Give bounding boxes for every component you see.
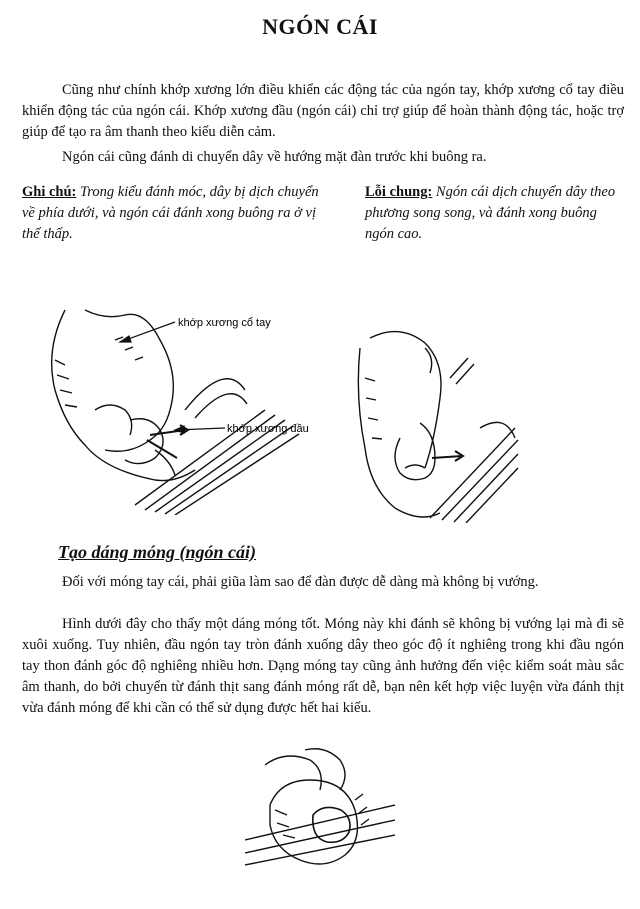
section-paragraph-2: Hình dưới đây cho thấy một dáng móng tốt. Móng này khi đánh sẽ không bị vướng lại mà đi sẽ xuôi xuống. Tuy nhiên, đầu ngón tay tròn đánh xuống dây theo góc độ ít nghiêng trong khi đầu ngón tay thon đánh góc độ nghiêng nhiều hơn. Dạng móng tay cũng ảnh hưởng đến việc kiểm soát màu sắc âm thanh, do bởi chuyển từ đánh thịt sang đánh móng rất dễ, bạn nên kết hợp việc luyện vừa đánh thịt vừa đánh móng để khi cần có thể sử dụng được hết hai kiểu. — [22, 616, 624, 716]
page-title: NGÓN CÁI — [262, 14, 378, 39]
note-right-text: Ngón cái dịch chuyển dây theo phương song song, và đánh xong buông ngón cao. — [365, 184, 616, 242]
note-right — [365, 182, 627, 245]
thumbnail-shape-illustration — [245, 745, 395, 880]
section-paragraph-1: Đối với móng tay cái, phải giũa làm sao để đàn được dễ dàng mà không bị vướng. — [62, 574, 539, 590]
common-error-illustration — [350, 318, 520, 523]
note-left — [22, 182, 322, 245]
note-right-label: Lỗi chung: — [365, 184, 433, 200]
callout-wrist-joint: khớp xương cổ tay — [178, 317, 271, 329]
thumb-stroke-illustration — [35, 300, 335, 515]
section-heading: Tạo dáng móng (ngón cái) — [58, 542, 257, 562]
note-left-label: Ghi chú: — [22, 184, 77, 200]
callout-tip-joint: khớp xương đầu — [227, 423, 309, 435]
note-left-text: Trong kiểu đánh móc, dây bị dịch chuyển về phía dưới, và ngón cái đánh xong buông ra ở vị thế thấp. — [22, 184, 319, 242]
intro-paragraph-1: Cũng như chính khớp xương lớn điều khiển các động tác của ngón tay, khớp xương cổ tay điều khiển động tác của ngón cái. Khớp xương đầu (ngón cái) chỉ trợ giúp để hoàn thành động tác, hoặc trợ giúp để tạo ra âm thanh theo kiểu diễn cảm. — [22, 82, 624, 140]
intro-paragraph-2: Ngón cái cũng đánh di chuyển dây về hướng mặt đàn trước khi buông ra. — [62, 149, 487, 165]
